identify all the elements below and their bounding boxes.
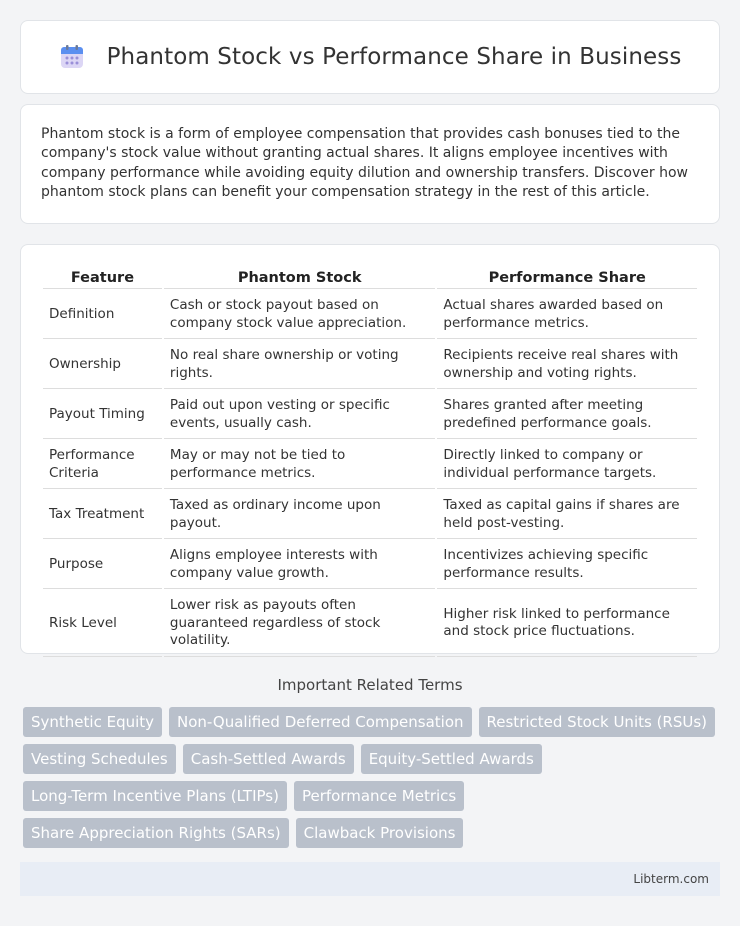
related-terms-list <box>23 707 723 848</box>
calendar-icon <box>59 44 85 70</box>
performance-share-cell: Directly linked to company or individual performance targets. <box>437 441 697 489</box>
feature-cell: Purpose <box>43 541 162 589</box>
related-terms-title: Important Related Terms <box>277 676 463 694</box>
footer <box>20 862 720 896</box>
performance-share-cell: Actual shares awarded based on performance metrics. <box>437 291 697 339</box>
column-header-feature: Feature <box>43 265 162 289</box>
table-header-row <box>43 265 697 289</box>
table-row <box>43 341 697 389</box>
related-term-tag[interactable]: Share Appreciation Rights (SARs) <box>23 818 289 848</box>
comparison-table-card <box>20 244 720 654</box>
table-row <box>43 291 697 339</box>
table-row <box>43 591 697 657</box>
column-header-phantom-stock: Phantom Stock <box>164 265 435 289</box>
intro-card <box>20 104 720 224</box>
performance-share-cell: Shares granted after meeting predefined performance goals. <box>437 391 697 439</box>
table-row <box>43 541 697 589</box>
performance-share-cell: Incentivizes achieving specific performance results. <box>437 541 697 589</box>
column-header-performance-share: Performance Share <box>437 265 697 289</box>
table-row <box>43 441 697 489</box>
related-term-tag[interactable]: Long-Term Incentive Plans (LTIPs) <box>23 781 287 811</box>
performance-share-cell: Higher risk linked to performance and stock price fluctuations. <box>437 591 697 657</box>
header-card <box>20 20 720 94</box>
feature-cell: Definition <box>43 291 162 339</box>
feature-cell: Payout Timing <box>43 391 162 439</box>
table-row <box>43 491 697 539</box>
feature-cell: Ownership <box>43 341 162 389</box>
page-title: Phantom Stock vs Performance Share in Business <box>106 44 682 70</box>
feature-cell: Risk Level <box>43 591 162 657</box>
related-term-tag[interactable]: Synthetic Equity <box>23 707 162 737</box>
title-wrap <box>59 44 682 70</box>
footer-site-link[interactable]: Libterm.com <box>633 872 709 886</box>
related-term-tag[interactable]: Vesting Schedules <box>23 744 176 774</box>
related-term-tag[interactable]: Equity-Settled Awards <box>361 744 542 774</box>
feature-cell: Tax Treatment <box>43 491 162 539</box>
comparison-table <box>41 263 699 659</box>
phantom-stock-cell: Lower risk as payouts often guaranteed regardless of stock volatility. <box>164 591 435 657</box>
table-row <box>43 391 697 439</box>
related-term-tag[interactable]: Non-Qualified Deferred Compensation <box>169 707 471 737</box>
performance-share-cell: Recipients receive real shares with ownership and voting rights. <box>437 341 697 389</box>
phantom-stock-cell: Aligns employee interests with company value growth. <box>164 541 435 589</box>
intro-text: Phantom stock is a form of employee compensation that provides cash bonuses tied to the company's stock value without granting actual shares. It aligns employee incentives with company performance while avoiding equity dilution and ownership transfers. Discover how phantom stock plans can benefit your compensation strategy in the rest of this article. <box>41 126 688 201</box>
performance-share-cell: Taxed as capital gains if shares are held post-vesting. <box>437 491 697 539</box>
phantom-stock-cell: Paid out upon vesting or specific events, usually cash. <box>164 391 435 439</box>
related-term-tag[interactable]: Cash-Settled Awards <box>183 744 354 774</box>
related-term-tag[interactable]: Clawback Provisions <box>296 818 464 848</box>
feature-cell: Performance Criteria <box>43 441 162 489</box>
phantom-stock-cell: Cash or stock payout based on company stock value appreciation. <box>164 291 435 339</box>
phantom-stock-cell: No real share ownership or voting rights. <box>164 341 435 389</box>
phantom-stock-cell: May or may not be tied to performance metrics. <box>164 441 435 489</box>
related-term-tag[interactable]: Restricted Stock Units (RSUs) <box>479 707 716 737</box>
phantom-stock-cell: Taxed as ordinary income upon payout. <box>164 491 435 539</box>
related-term-tag[interactable]: Performance Metrics <box>294 781 464 811</box>
